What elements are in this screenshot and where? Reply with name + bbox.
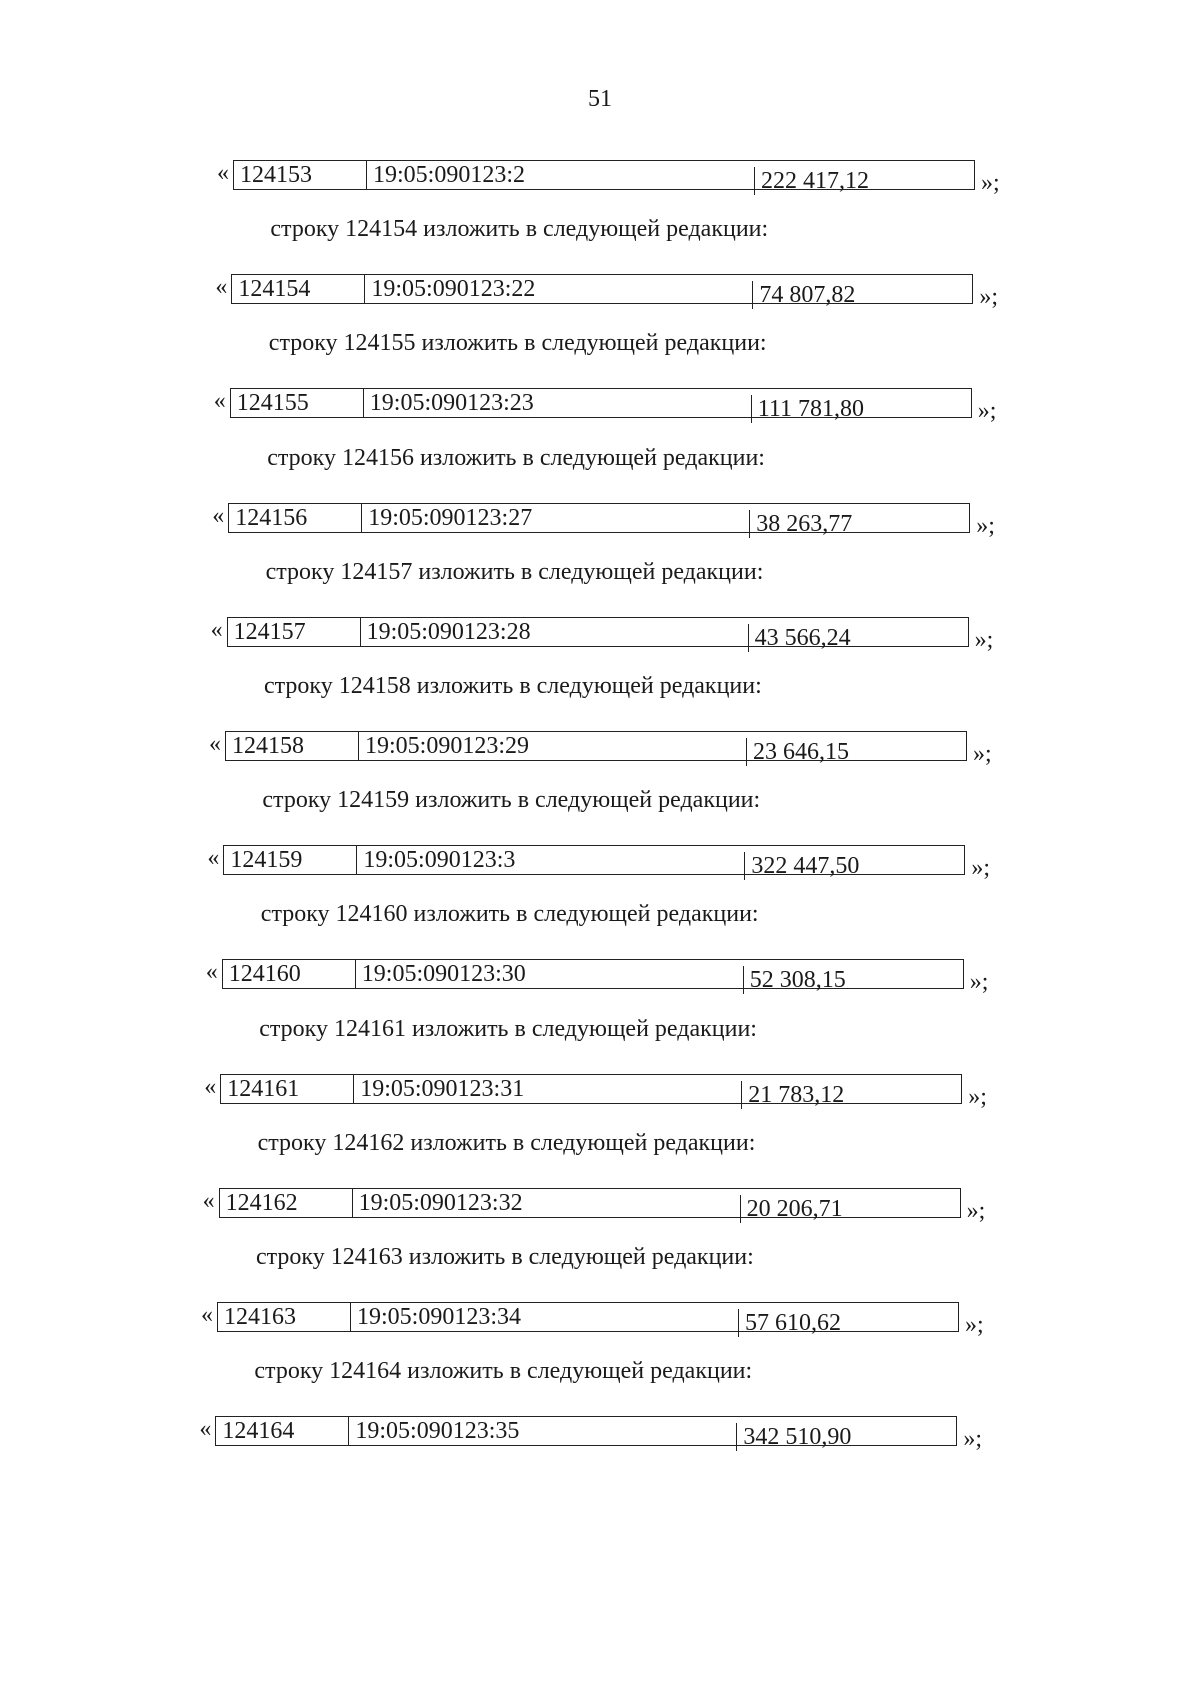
instruction-text: строку 124163 изложить в следующей редакции: <box>256 1244 754 1270</box>
row-box <box>227 617 969 651</box>
row-box <box>222 959 964 994</box>
instruction-text: строку 124164 изложить в следующей редакции: <box>254 1358 753 1385</box>
close-quote: »; <box>969 969 989 996</box>
value-cell: 57 610,62 <box>738 1309 958 1337</box>
cadastral-number-cell: 19:05:090123:2 <box>366 161 754 189</box>
open-quote: « <box>204 1073 217 1100</box>
row-code-cell: 124163 <box>224 1304 296 1330</box>
row-code-cell: 124156 <box>235 504 308 531</box>
instruction-text: строку 124154 изложить в следующей редакции: <box>270 216 769 243</box>
cadastral-number-cell: 19:05:090123:28 <box>360 618 748 646</box>
open-quote: « <box>209 731 221 757</box>
row-code-cell: 124162 <box>225 1189 298 1216</box>
value-cell: 342 510,90 <box>736 1423 956 1451</box>
row-box <box>233 160 975 194</box>
row-code-cell: 124160 <box>228 961 301 988</box>
row-code-cell: 124155 <box>236 390 309 417</box>
cadastral-number-cell: 19:05:090123:3 <box>356 846 744 874</box>
table-row <box>209 731 1005 767</box>
open-quote: « <box>210 616 223 643</box>
row-box <box>219 1188 961 1222</box>
table-row <box>215 274 1011 311</box>
row-box <box>228 503 970 537</box>
value-cell: 20 206,71 <box>740 1195 960 1223</box>
row-code-cell: 124157 <box>233 618 306 645</box>
open-quote: « <box>201 1302 213 1328</box>
cadastral-number-cell: 19:05:090123:32 <box>352 1189 740 1217</box>
close-quote: »; <box>963 1426 983 1453</box>
value-cell: 74 807,82 <box>752 281 972 309</box>
instruction-text: строку 124157 изложить в следующей редакции: <box>265 558 764 585</box>
close-quote: »; <box>977 398 997 425</box>
open-quote: « <box>199 1416 212 1443</box>
close-quote: »; <box>976 512 995 539</box>
row-box <box>217 1302 959 1336</box>
value-cell: 222 417,12 <box>754 167 974 195</box>
table-row <box>205 959 1002 996</box>
table-row <box>202 1187 999 1224</box>
table-row <box>201 1302 997 1338</box>
cadastral-number-cell: 19:05:090123:29 <box>358 732 746 760</box>
open-quote: « <box>215 274 228 301</box>
close-quote: »; <box>974 626 994 653</box>
table-row <box>210 616 1007 653</box>
cadastral-number-cell: 19:05:090123:22 <box>364 275 752 303</box>
row-box <box>220 1074 962 1108</box>
close-quote: »; <box>981 170 1000 196</box>
instruction-text: строку 124155 изложить в следующей редакции: <box>268 330 767 357</box>
row-box <box>225 731 967 765</box>
table-row <box>199 1416 995 1453</box>
close-quote: »; <box>966 1197 986 1224</box>
instruction-text: строку 124156 изложить в следующей редакции: <box>267 444 765 471</box>
instruction-text: строку 124160 изложить в следующей редакции: <box>260 901 759 928</box>
open-quote: « <box>207 845 220 872</box>
value-cell: 322 447,50 <box>744 852 964 880</box>
open-quote: « <box>202 1187 215 1214</box>
page-number: 51 <box>588 86 612 112</box>
instruction-text: строку 124161 изложить в следующей редакции: <box>259 1015 757 1042</box>
row-box <box>230 388 972 423</box>
table-row <box>213 388 1010 425</box>
row-box <box>223 845 965 880</box>
cadastral-number-cell: 19:05:090123:31 <box>353 1075 741 1103</box>
open-quote: « <box>212 502 225 529</box>
open-quote: « <box>217 160 229 186</box>
instruction-text: строку 124162 изложить в следующей редакции: <box>257 1129 756 1156</box>
value-cell: 21 783,12 <box>741 1081 961 1109</box>
cadastral-number-cell: 19:05:090123:34 <box>350 1303 738 1331</box>
cadastral-number-cell: 19:05:090123:30 <box>355 960 743 988</box>
row-code-cell: 124164 <box>222 1418 295 1445</box>
open-quote: « <box>205 959 218 986</box>
row-code-cell: 124153 <box>240 162 312 188</box>
close-quote: »; <box>973 741 992 767</box>
cadastral-number-cell: 19:05:090123:27 <box>361 504 749 532</box>
cadastral-number-cell: 19:05:090123:23 <box>363 389 751 417</box>
value-cell: 52 308,15 <box>743 966 963 994</box>
close-quote: »; <box>979 284 999 311</box>
instruction-text: строку 124158 изложить в следующей редакции: <box>264 673 762 699</box>
row-code-cell: 124154 <box>238 276 311 303</box>
instruction-text: строку 124159 изложить в следующей редакции: <box>262 787 761 814</box>
table-row <box>204 1073 1000 1110</box>
table-row <box>217 160 1013 196</box>
row-code-cell: 124159 <box>230 847 303 874</box>
table-row <box>207 845 1003 882</box>
row-box <box>231 274 973 309</box>
row-code-cell: 124158 <box>232 733 304 759</box>
open-quote: « <box>213 388 226 415</box>
value-cell: 23 646,15 <box>746 738 966 766</box>
cadastral-number-cell: 19:05:090123:35 <box>348 1417 736 1445</box>
table-row <box>212 502 1008 539</box>
value-cell: 38 263,77 <box>749 510 969 538</box>
close-quote: »; <box>971 855 991 882</box>
value-cell: 111 781,80 <box>751 395 971 423</box>
close-quote: »; <box>965 1312 984 1338</box>
value-cell: 43 566,24 <box>748 624 968 652</box>
row-code-cell: 124161 <box>227 1075 300 1102</box>
close-quote: »; <box>968 1083 987 1110</box>
row-box <box>215 1416 957 1451</box>
